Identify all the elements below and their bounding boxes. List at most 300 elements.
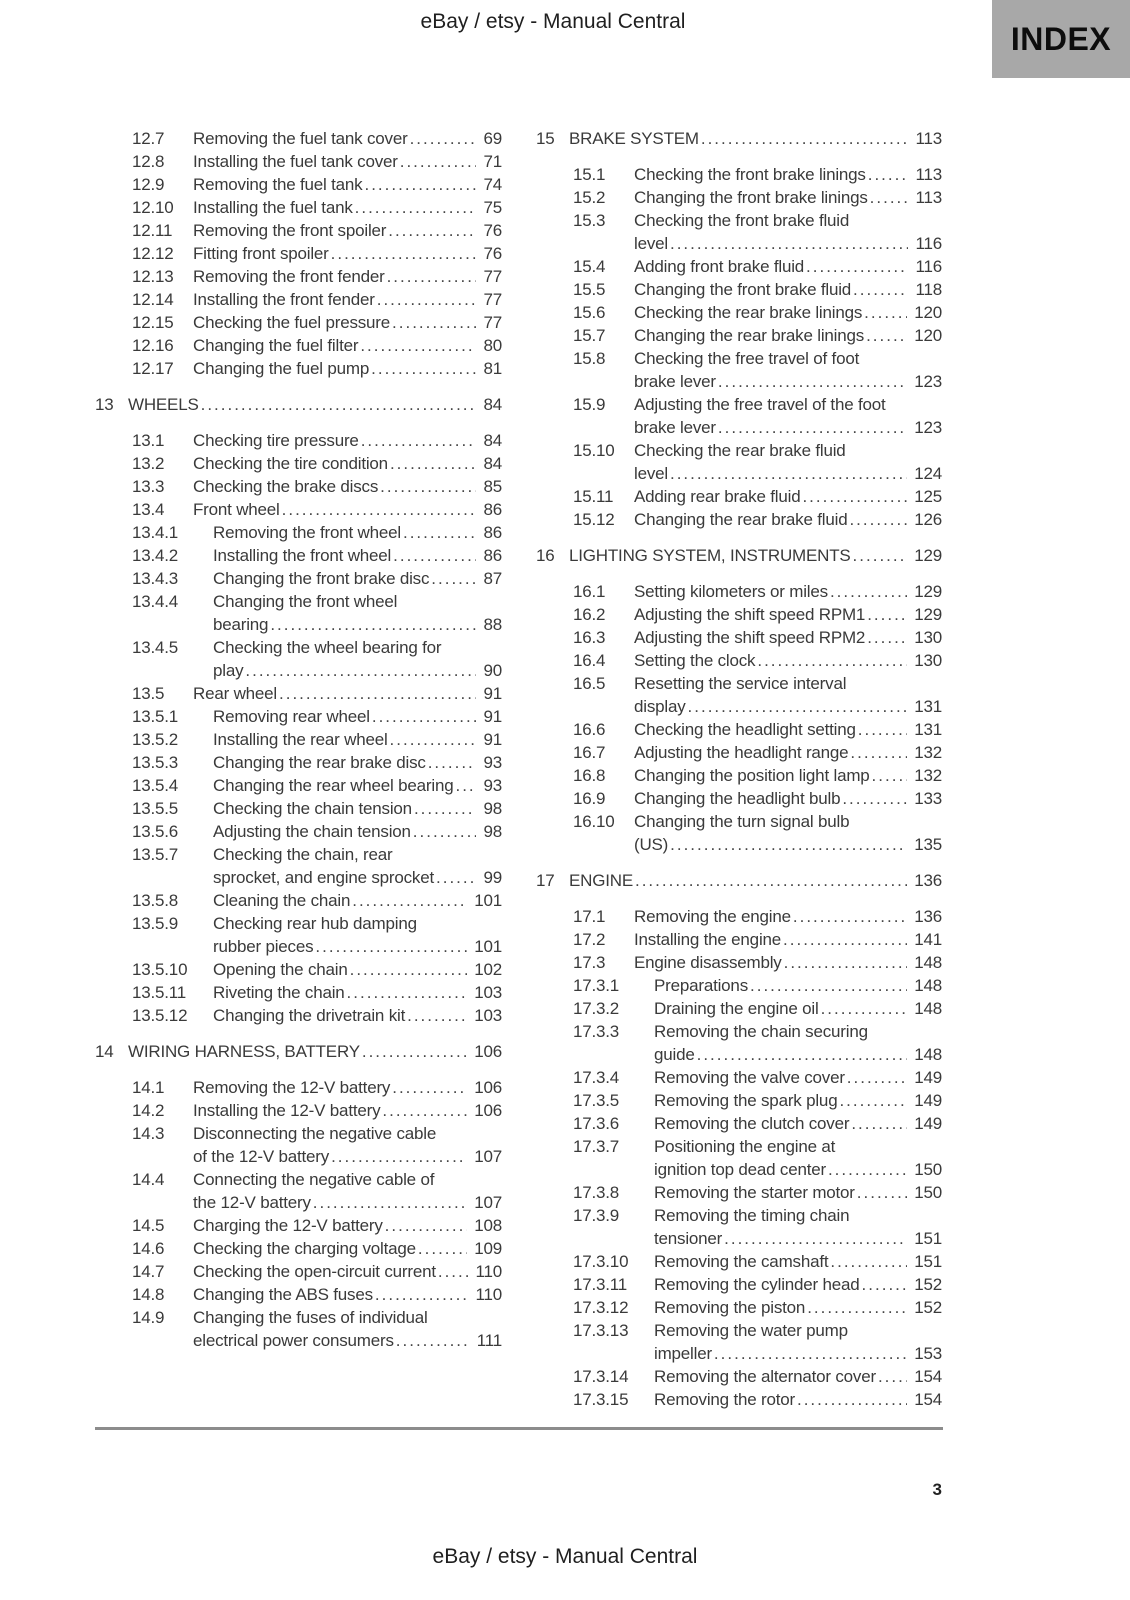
dot-leader xyxy=(864,301,907,324)
toc-entry-number: 13.4.4 xyxy=(132,592,179,611)
toc-entry-title: Removing the chain securing xyxy=(654,1022,868,1041)
toc-entry-number: 16.5 xyxy=(573,674,606,693)
toc-entry-body xyxy=(193,475,502,498)
dot-leader xyxy=(718,416,907,439)
toc-entry-line xyxy=(654,1204,942,1227)
toc-entry-title: play xyxy=(213,661,244,680)
toc-entry-title: Removing the timing chain xyxy=(654,1206,850,1225)
toc-entry xyxy=(536,787,942,810)
toc-entry xyxy=(95,567,502,590)
dot-leader xyxy=(807,1296,907,1319)
toc-entry xyxy=(95,705,502,728)
toc-entry xyxy=(536,718,942,741)
toc-entry-line xyxy=(569,869,942,892)
toc-entry-line xyxy=(634,278,942,301)
toc-entry-body xyxy=(569,544,942,567)
toc-entry-page: 106 xyxy=(474,1078,502,1097)
toc-entry-page: 77 xyxy=(483,290,502,309)
toc-entry-page: 108 xyxy=(474,1216,502,1235)
toc-entry-page: 106 xyxy=(474,1101,502,1120)
toc-entry xyxy=(536,347,942,393)
toc-entry-number: 17.3.9 xyxy=(573,1206,620,1225)
toc-entry-page: 75 xyxy=(483,198,502,217)
toc-entry-title: Checking tire pressure xyxy=(193,431,359,450)
toc-entry-title: Changing the front wheel xyxy=(213,592,398,611)
toc-entry-title: Changing the rear wheel bearing xyxy=(213,776,454,795)
toc-entry-title: Fitting front spoiler xyxy=(193,244,329,263)
toc-entry xyxy=(95,682,502,705)
toc-entry-number: 12.14 xyxy=(132,290,174,309)
dot-leader xyxy=(390,452,477,475)
toc-entry-number: 16.4 xyxy=(573,651,606,670)
toc-entry xyxy=(536,974,942,997)
toc-entry xyxy=(95,1004,502,1027)
toc-entry-body xyxy=(193,452,502,475)
toc-entry xyxy=(536,1135,942,1181)
dot-leader xyxy=(714,1342,907,1365)
toc-entry-body xyxy=(213,797,502,820)
toc-entry xyxy=(536,764,942,787)
toc-entry-number: 13.5.4 xyxy=(132,776,179,795)
toc-entry xyxy=(536,1089,942,1112)
toc-entry-number: 14.3 xyxy=(132,1124,165,1143)
toc-entry-number: 17.3 xyxy=(573,953,606,972)
toc-entry-line xyxy=(634,232,942,255)
toc-entry-line xyxy=(213,705,502,728)
toc-entry-number: 14.8 xyxy=(132,1285,165,1304)
toc-entry-line xyxy=(213,659,502,682)
dot-leader xyxy=(849,508,907,531)
toc-entry-number: 17.3.15 xyxy=(573,1390,629,1409)
toc-entry-number: 12.8 xyxy=(132,152,165,171)
toc-entry-number: 13.5 xyxy=(132,684,165,703)
toc-entry-line xyxy=(193,1145,502,1168)
toc-entry-title: LIGHTING SYSTEM, INSTRUMENTS xyxy=(569,546,851,565)
toc-entry-number: 17.3.10 xyxy=(573,1252,629,1271)
toc-entry xyxy=(95,590,502,636)
dot-leader xyxy=(701,127,909,150)
dot-leader xyxy=(361,429,477,452)
footer-title: eBay / etsy - Manual Central xyxy=(432,1545,698,1568)
dot-leader xyxy=(670,462,907,485)
toc-entry-number: 15.4 xyxy=(573,257,606,276)
toc-entry-line xyxy=(213,981,502,1004)
toc-entry-title: tensioner xyxy=(654,1229,723,1248)
toc-entry-line xyxy=(213,843,502,866)
toc-entry-line xyxy=(654,1227,942,1250)
toc-entry-body xyxy=(654,1089,942,1112)
toc-entry xyxy=(536,580,942,603)
dot-leader xyxy=(347,981,468,1004)
toc-entry-body xyxy=(213,1004,502,1027)
toc-entry-body xyxy=(634,905,942,928)
dot-leader xyxy=(362,1040,467,1063)
toc-entry-title: Adjusting the shift speed RPM1 xyxy=(634,605,866,624)
toc-entry-title: Checking the free travel of foot xyxy=(634,349,860,368)
toc-entry xyxy=(95,1237,502,1260)
toc-entry-number: 14.1 xyxy=(132,1078,165,1097)
toc-entry-body xyxy=(634,951,942,974)
toc-entry xyxy=(536,278,942,301)
toc-entry-title: Adding front brake fluid xyxy=(634,257,805,276)
toc-entry-title: Checking the rear brake fluid xyxy=(634,441,846,460)
toc-entry-line xyxy=(634,741,942,764)
toc-entry-number: 15.6 xyxy=(573,303,606,322)
toc-entry-body xyxy=(634,603,942,626)
toc-entry-body xyxy=(213,843,502,889)
toc-entry-body xyxy=(634,301,942,324)
dot-leader xyxy=(757,649,907,672)
toc-entry-page: 103 xyxy=(474,1006,502,1025)
toc-entry-line xyxy=(193,1122,502,1145)
toc-entry-number: 17.1 xyxy=(573,907,606,926)
toc-entry-body xyxy=(213,958,502,981)
toc-entry-title: impeller xyxy=(654,1344,712,1363)
toc-entry-line xyxy=(634,370,942,393)
toc-entry-title: (US) xyxy=(634,835,669,854)
toc-entry-number: 13.5.5 xyxy=(132,799,179,818)
toc-entry-number: 13.5.12 xyxy=(132,1006,188,1025)
dot-leader xyxy=(842,787,907,810)
toc-entry-body xyxy=(654,1388,942,1411)
toc-entry-number: 16.6 xyxy=(573,720,606,739)
toc-entry-line xyxy=(634,580,942,603)
toc-entry-line xyxy=(634,787,942,810)
toc-entry-body xyxy=(634,347,942,393)
toc-entry xyxy=(95,1283,502,1306)
toc-entry-number: 13.4.5 xyxy=(132,638,179,657)
toc-entry-body xyxy=(654,1250,942,1273)
toc-entry-number: 15.8 xyxy=(573,349,606,368)
toc-entry-page: 149 xyxy=(914,1114,942,1133)
toc-entry-line xyxy=(654,1319,942,1342)
toc-entry-page: 118 xyxy=(915,280,942,299)
toc-entry-title: guide xyxy=(654,1045,695,1064)
toc-entry xyxy=(95,1076,502,1099)
toc-entry-title: Removing the piston xyxy=(654,1298,806,1317)
toc-entry xyxy=(536,255,942,278)
toc-entry-body xyxy=(213,636,502,682)
toc-entry-line xyxy=(193,357,502,380)
toc-entry-number: 13.4.3 xyxy=(132,569,179,588)
toc-entry-number: 15.2 xyxy=(573,188,606,207)
toc-entry-page: 93 xyxy=(483,776,502,795)
toc-entry-title: Removing rear wheel xyxy=(213,707,370,726)
toc-entry-page: 86 xyxy=(483,546,502,565)
toc-entry xyxy=(95,498,502,521)
toc-entry-line xyxy=(193,1329,502,1352)
toc-entry-body xyxy=(654,1319,942,1365)
toc-entry-number: 15.5 xyxy=(573,280,606,299)
toc-entry-body xyxy=(634,278,942,301)
toc-entry xyxy=(536,928,942,951)
toc-entry-line xyxy=(634,672,942,695)
dot-leader xyxy=(392,1076,467,1099)
toc-entry-body xyxy=(193,173,502,196)
toc-entry-body xyxy=(193,1306,502,1352)
footer-divider xyxy=(95,1427,943,1430)
toc-entry-line xyxy=(193,173,502,196)
header-title: eBay / etsy - Manual Central xyxy=(420,10,686,33)
toc-entry-body xyxy=(634,255,942,278)
toc-entry-page: 76 xyxy=(483,244,502,263)
toc-entry xyxy=(95,429,502,452)
dot-leader xyxy=(872,764,908,787)
toc-entry-body xyxy=(213,889,502,912)
toc-entry xyxy=(95,544,502,567)
dot-leader xyxy=(438,1260,469,1283)
dot-leader xyxy=(410,127,477,150)
toc-entry-title: Checking the rear brake linings xyxy=(634,303,863,322)
toc-chapter-entry xyxy=(536,544,942,567)
toc-entry-page: 149 xyxy=(914,1068,942,1087)
toc-entry-page: 129 xyxy=(914,546,942,565)
toc-entry-title: Changing the position light lamp xyxy=(634,766,870,785)
toc-entry-title: Installing the fuel tank cover xyxy=(193,152,398,171)
toc-entry xyxy=(95,1306,502,1352)
toc-entry-title: rubber pieces xyxy=(213,937,314,956)
dot-leader xyxy=(245,659,476,682)
toc-entry-body xyxy=(193,1283,502,1306)
toc-entry-page: 91 xyxy=(483,707,502,726)
toc-entry-body xyxy=(634,718,942,741)
dot-leader xyxy=(868,163,909,186)
toc-entry-number: 13.5.1 xyxy=(132,707,179,726)
toc-entry-line xyxy=(193,1168,502,1191)
dot-leader xyxy=(436,866,476,889)
toc-entry-body xyxy=(634,439,942,485)
toc-chapter-entry xyxy=(536,869,942,892)
index-tab: INDEX xyxy=(992,0,1130,78)
toc-entry xyxy=(536,163,942,186)
toc-entry-line xyxy=(634,324,942,347)
toc-entry-title: Charging the 12-V battery xyxy=(193,1216,383,1235)
toc-entry-line xyxy=(128,393,502,416)
toc-entry xyxy=(536,324,942,347)
dot-leader xyxy=(718,370,907,393)
toc-entry xyxy=(95,452,502,475)
dot-leader xyxy=(870,186,909,209)
toc-entry-title: brake lever xyxy=(634,418,716,437)
toc-entry xyxy=(95,242,502,265)
toc-entry-number: 16.10 xyxy=(573,812,615,831)
toc-entry xyxy=(536,951,942,974)
dot-leader xyxy=(828,1158,907,1181)
toc-entry-number: 15.1 xyxy=(573,165,606,184)
toc-entry-title: of the 12-V battery xyxy=(193,1147,330,1166)
toc-entry xyxy=(536,1112,942,1135)
toc-entry-page: 151 xyxy=(914,1229,942,1248)
dot-leader xyxy=(413,820,477,843)
toc-entry-number: 15.9 xyxy=(573,395,606,414)
toc-entry-line xyxy=(213,728,502,751)
toc-entry-number: 15.3 xyxy=(573,211,606,230)
toc-entry-body xyxy=(213,728,502,751)
toc-entry-body xyxy=(213,751,502,774)
toc-entry-page: 152 xyxy=(914,1298,942,1317)
toc-entry xyxy=(95,728,502,751)
toc-entry-line xyxy=(634,209,942,232)
toc-entry-line xyxy=(213,751,502,774)
toc-chapter-entry xyxy=(95,1040,502,1063)
toc-entry-page: 149 xyxy=(914,1091,942,1110)
toc-entry-title: Changing the drivetrain kit xyxy=(213,1006,406,1025)
toc-entry xyxy=(536,672,942,718)
toc-entry-title: Installing the rear wheel xyxy=(213,730,388,749)
toc-entry-title: Checking the front brake fluid xyxy=(634,211,850,230)
toc-entry-title: Connecting the negative cable of xyxy=(193,1170,435,1189)
dot-leader xyxy=(853,544,908,567)
toc-entry-page: 113 xyxy=(915,165,942,184)
toc-entry-page: 132 xyxy=(914,743,942,762)
toc-entry-title: Changing the ABS fuses xyxy=(193,1285,373,1304)
toc-entry-page: 153 xyxy=(914,1344,942,1363)
toc-entry-body xyxy=(213,820,502,843)
toc-entry-line xyxy=(193,334,502,357)
toc-entry-line xyxy=(634,649,942,672)
toc-entry-body xyxy=(193,1260,502,1283)
toc-entry-body xyxy=(193,219,502,242)
dot-leader xyxy=(697,1043,908,1066)
toc-entry-number: 17.3.14 xyxy=(573,1367,629,1386)
dot-leader xyxy=(400,150,477,173)
toc-entry-body xyxy=(634,580,942,603)
toc-entry-line xyxy=(213,866,502,889)
toc-entry-line xyxy=(634,951,942,974)
toc-entry xyxy=(536,508,942,531)
toc-entry-line xyxy=(654,1250,942,1273)
toc-entry-number: 13.5.2 xyxy=(132,730,179,749)
toc-entry-title: Checking the charging voltage xyxy=(193,1239,416,1258)
toc-entry xyxy=(536,1319,942,1365)
dot-leader xyxy=(279,682,476,705)
toc-entry-title: Checking the brake discs xyxy=(193,477,379,496)
dot-leader xyxy=(315,935,467,958)
toc-entry-number: 13.4.1 xyxy=(132,523,179,542)
toc-entry xyxy=(95,357,502,380)
toc-entry-number: 12.11 xyxy=(132,221,173,240)
dot-leader xyxy=(797,1388,907,1411)
toc-entry-page: 107 xyxy=(474,1193,502,1212)
dot-leader xyxy=(375,1283,469,1306)
toc-entry-line xyxy=(193,1283,502,1306)
toc-entry-page: 125 xyxy=(914,487,942,506)
toc-entry-line xyxy=(213,544,502,567)
toc-entry-page: 76 xyxy=(483,221,502,240)
toc-entry-body xyxy=(193,288,502,311)
toc-entry-body xyxy=(634,672,942,718)
toc-entry-line xyxy=(213,567,502,590)
toc-entry-body xyxy=(193,498,502,521)
toc-entry-number: 16.3 xyxy=(573,628,606,647)
toc-entry xyxy=(95,521,502,544)
toc-entry-title: WHEELS xyxy=(128,395,199,414)
toc-entry-page: 91 xyxy=(483,684,502,703)
toc-entry-body xyxy=(654,1365,942,1388)
toc-entry-line xyxy=(634,186,942,209)
toc-entry-page: 148 xyxy=(914,976,942,995)
dot-leader xyxy=(847,1066,907,1089)
dot-leader xyxy=(414,797,477,820)
toc-entry-line xyxy=(634,810,942,833)
toc-entry-title: brake lever xyxy=(634,372,716,391)
toc-entry-body xyxy=(213,912,502,958)
toc-entry-page: 116 xyxy=(915,234,942,253)
toc-entry-title: Removing the cylinder head xyxy=(654,1275,860,1294)
toc-entry-line xyxy=(654,1365,942,1388)
toc-entry xyxy=(95,751,502,774)
dot-leader xyxy=(364,173,476,196)
toc-entry-line xyxy=(193,150,502,173)
toc-entry xyxy=(536,1181,942,1204)
toc-entry-title: Setting kilometers or miles xyxy=(634,582,828,601)
toc-entry-title: Checking the fuel pressure xyxy=(193,313,391,332)
toc-entry-body xyxy=(634,508,942,531)
toc-entry-title: Changing the rear brake disc xyxy=(213,753,426,772)
toc-entry-line xyxy=(634,928,942,951)
dot-leader xyxy=(821,997,908,1020)
toc-entry-title: Adjusting the chain tension xyxy=(213,822,411,841)
toc-entry-title: Disconnecting the negative cable xyxy=(193,1124,437,1143)
toc-entry-number: 13.5.8 xyxy=(132,891,179,910)
toc-entry-page: 120 xyxy=(914,303,942,322)
toc-entry xyxy=(536,1273,942,1296)
toc-entry-title: Changing the front brake linings xyxy=(634,188,868,207)
toc-entry-body xyxy=(128,393,502,416)
toc-entry-title: Removing the rotor xyxy=(654,1390,795,1409)
toc-entry xyxy=(536,603,942,626)
toc-entry-line xyxy=(213,774,502,797)
dot-leader xyxy=(802,485,907,508)
toc-entry-page: 123 xyxy=(914,418,942,437)
toc-entry xyxy=(536,1020,942,1066)
toc-entry-body xyxy=(634,393,942,439)
toc-entry-page: 88 xyxy=(483,615,502,634)
toc-entry xyxy=(95,912,502,958)
toc-entry-title: Draining the engine oil xyxy=(654,999,819,1018)
dot-leader xyxy=(418,1237,467,1260)
toc-entry-body xyxy=(193,311,502,334)
dot-leader xyxy=(853,278,908,301)
toc-entry-body xyxy=(213,521,502,544)
toc-entry-line xyxy=(193,1260,502,1283)
dot-leader xyxy=(724,1227,907,1250)
toc-entry-title: bearing xyxy=(213,615,269,634)
toc-entry-body xyxy=(569,127,942,150)
toc-entry-page: 80 xyxy=(483,336,502,355)
toc-entry-number: 13.1 xyxy=(132,431,165,450)
toc-entry-line xyxy=(193,1099,502,1122)
toc-entry xyxy=(95,150,502,173)
toc-entry-number: 15.10 xyxy=(573,441,615,460)
toc-entry-page: 136 xyxy=(914,871,942,890)
toc-entry-page: 77 xyxy=(483,267,502,286)
toc-entry xyxy=(95,196,502,219)
toc-entry-title: Adjusting the shift speed RPM2 xyxy=(634,628,866,647)
toc-entry-line xyxy=(634,764,942,787)
toc-entry xyxy=(536,741,942,764)
toc-entry xyxy=(536,1204,942,1250)
toc-entry-page: 130 xyxy=(914,651,942,670)
toc-entry xyxy=(536,485,942,508)
toc-entry-title: Changing the fuel pump xyxy=(193,359,370,378)
toc-entry-number: 14.5 xyxy=(132,1216,165,1235)
toc-entry-line xyxy=(654,1296,942,1319)
toc-entry-line xyxy=(654,1342,942,1365)
toc-entry-title: Resetting the service interval xyxy=(634,674,847,693)
toc-entry-line xyxy=(634,695,942,718)
toc-entry-line xyxy=(193,219,502,242)
